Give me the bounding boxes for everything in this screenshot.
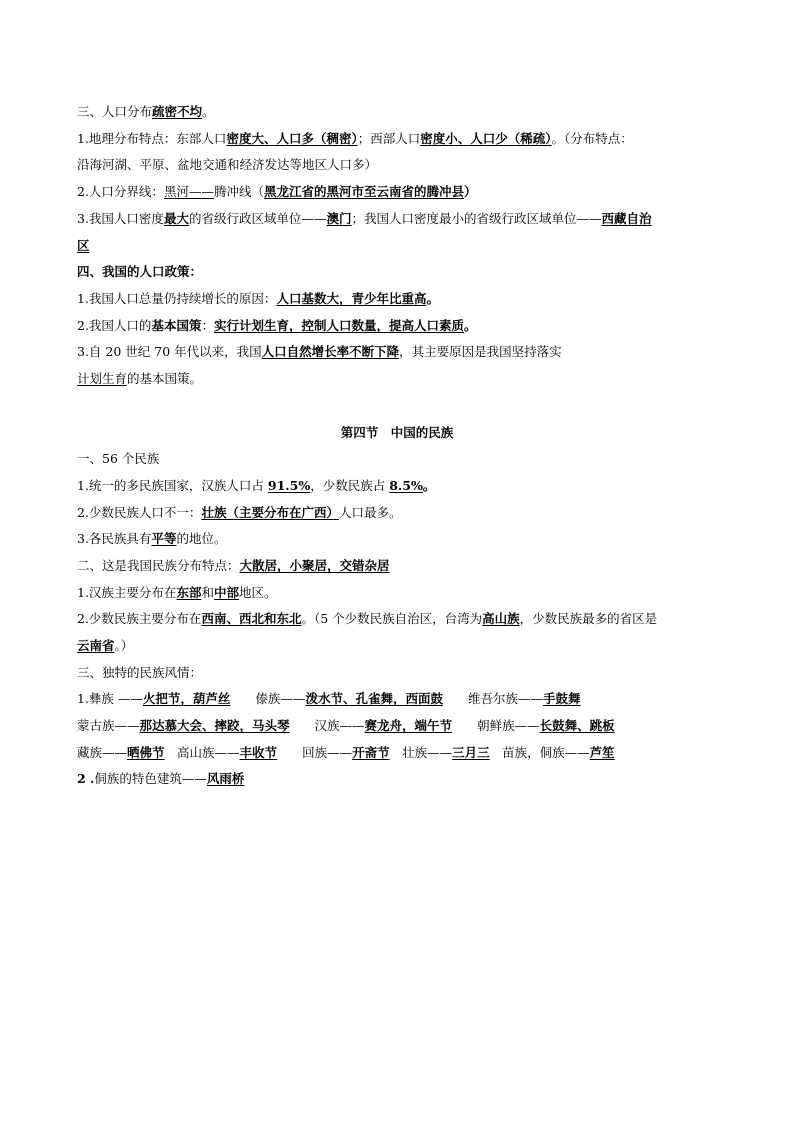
- key-term: 三月三: [452, 745, 490, 760]
- key-term: 黑河——: [163, 184, 214, 199]
- key-term: 开斋节: [352, 745, 390, 760]
- s4-line2: [77, 318, 477, 334]
- text: 。: [426, 291, 439, 306]
- key-term: 密度小、人口少（稀疏）: [420, 131, 552, 146]
- text: 。（5 个少数民族自治区，台湾为: [301, 611, 483, 626]
- text: ；我国人口密度最小的省级行政区域单位——: [351, 211, 602, 226]
- text: 腾冲线（: [213, 184, 264, 199]
- key-term: 计划生育: [77, 371, 128, 386]
- chapter-title: 第四节 中国的民族: [340, 425, 454, 440]
- text: ，少数民族最多的省区是: [519, 611, 658, 626]
- text: 3.各民族具有: [77, 531, 152, 546]
- section3-heading: [77, 104, 215, 120]
- key-term: 平等: [151, 531, 177, 546]
- text: 2.少数民族人口不一：: [77, 505, 202, 520]
- key-term: 赛龙舟，端午节: [364, 718, 453, 733]
- chapter-q2: [77, 611, 657, 627]
- text: 和: [201, 585, 214, 600]
- text: 二、这是我国民族分布特点：: [77, 558, 240, 573]
- heading-text: 。: [202, 104, 215, 119]
- text: 2.少数民族主要分布在: [77, 611, 202, 626]
- text: 。（分布特点：: [551, 131, 633, 146]
- key-term: 黑龙江省的黑河市至云南省的腾冲县: [263, 184, 464, 199]
- text: 1.地理分布特点：东部人口: [77, 131, 227, 146]
- key-term: 壮族（主要分布在广西）: [201, 505, 339, 520]
- text: 的基本国策。: [127, 371, 203, 386]
- text: 1.彝族 ——: [77, 691, 143, 706]
- text: ，少数民族占: [310, 478, 390, 493]
- text: 藏族——: [77, 745, 128, 760]
- key-term: 疏密不均: [152, 104, 203, 119]
- key-term: 密度大、人口多（稠密）: [226, 131, 358, 146]
- chapter-p3: [77, 531, 226, 547]
- text: 朝鲜族——: [452, 718, 540, 733]
- s4-line3-cont: [77, 371, 202, 387]
- customs-row4: [77, 771, 244, 787]
- text: ，其主要原因是我国坚持落实: [399, 344, 562, 359]
- key-term: 西南、西北和东北: [201, 611, 302, 626]
- chapter-h1: 一、56 个民族: [77, 451, 160, 466]
- key-term: 那达慕大会、摔跤，马头琴: [139, 718, 290, 733]
- text: ）: [463, 184, 477, 199]
- text: 维吾尔族——: [442, 691, 543, 706]
- text: 1.我国人口总量仍持续增长的原因：: [77, 291, 277, 306]
- key-term: 基本国策: [151, 318, 202, 333]
- text: 1.汉族主要分布在: [77, 585, 177, 600]
- text: 侗族的特色建筑——: [94, 771, 207, 786]
- text: 地区。: [238, 585, 277, 600]
- text: 汉族——: [289, 718, 365, 733]
- key-term: 泼水节、孔雀舞，西面鼓: [305, 691, 443, 706]
- s3-line2: [77, 184, 477, 200]
- chapter-p1: [77, 478, 435, 494]
- key-term: 高山族: [482, 611, 520, 626]
- text: ；西部人口: [357, 131, 421, 146]
- key-term: 最大: [163, 211, 189, 226]
- s4-line3: [77, 344, 562, 360]
- key-term: 风雨桥: [206, 771, 245, 786]
- s3-line1-cont: 沿海河湖、平原、盆地交通和经济发达等地区人口多）: [77, 157, 378, 172]
- chapter-p2: [77, 505, 401, 521]
- text: ：: [201, 318, 214, 333]
- text: 人口最多。: [338, 505, 402, 520]
- text: 3.我国人口密度: [77, 211, 164, 226]
- key-term: 人口基数大，青少年比重高: [276, 291, 427, 306]
- text: 2 .: [77, 771, 95, 786]
- key-term: 丰收节: [239, 745, 278, 760]
- text: 的省级行政区域单位——: [188, 211, 327, 226]
- text: 2.我国人口的: [77, 318, 152, 333]
- text: 。: [463, 318, 477, 333]
- key-term: 晒佛节: [127, 745, 165, 760]
- text: 苗族，侗族——: [489, 745, 590, 760]
- s4-line1: [77, 291, 439, 307]
- text: 1.统一的多民族国家，汉族人口占: [77, 478, 268, 493]
- key-term: 芦笙: [589, 745, 615, 760]
- key-term: 澳门: [326, 211, 352, 226]
- key-term: 云南省: [77, 638, 115, 653]
- text: 3.自 20 世纪 70 年代以来，我国: [77, 344, 262, 359]
- key-term: 实行计划生育，控制人口数量，提高人口素质: [213, 318, 464, 333]
- text: 回族——: [277, 745, 353, 760]
- key-term: 人口自然增长率不断下降: [261, 344, 400, 359]
- s3-line3: [77, 211, 652, 227]
- key-term: 东部: [176, 585, 202, 600]
- key-term: 中部: [213, 585, 239, 600]
- section4-heading: 四、我国的人口政策：: [77, 264, 203, 279]
- text: 。）: [114, 638, 134, 653]
- chapter-q1: [77, 585, 277, 601]
- customs-row2: [77, 718, 615, 734]
- text: 2.人口分界线：: [77, 184, 164, 199]
- key-term: 8.5%: [389, 478, 423, 493]
- key-term: 大散居，小聚居，交错杂居: [239, 558, 390, 573]
- text: 高山族——: [164, 745, 240, 760]
- key-term: 91.5%: [267, 478, 311, 493]
- key-term: 长鼓舞、跳板: [539, 718, 615, 733]
- text: 的地位。: [176, 531, 227, 546]
- heading-text: 三、人口分布: [77, 104, 153, 119]
- s3-line3-cont: 区: [77, 238, 90, 253]
- s3-line1: [77, 131, 633, 147]
- key-term: 手鼓舞: [542, 691, 581, 706]
- text: 。: [422, 478, 436, 493]
- chapter-q2-cont: [77, 638, 133, 654]
- chapter-h2: [77, 558, 390, 574]
- key-term: 火把节，葫芦丝: [142, 691, 231, 706]
- chapter-h3: 三、独特的民族风情：: [77, 665, 203, 680]
- text: 蒙古族——: [77, 718, 140, 733]
- key-term: 西藏自治: [601, 211, 652, 226]
- text: 傣族——: [230, 691, 306, 706]
- text: 壮族——: [389, 745, 453, 760]
- customs-row1: [77, 691, 580, 707]
- customs-row3: [77, 745, 615, 761]
